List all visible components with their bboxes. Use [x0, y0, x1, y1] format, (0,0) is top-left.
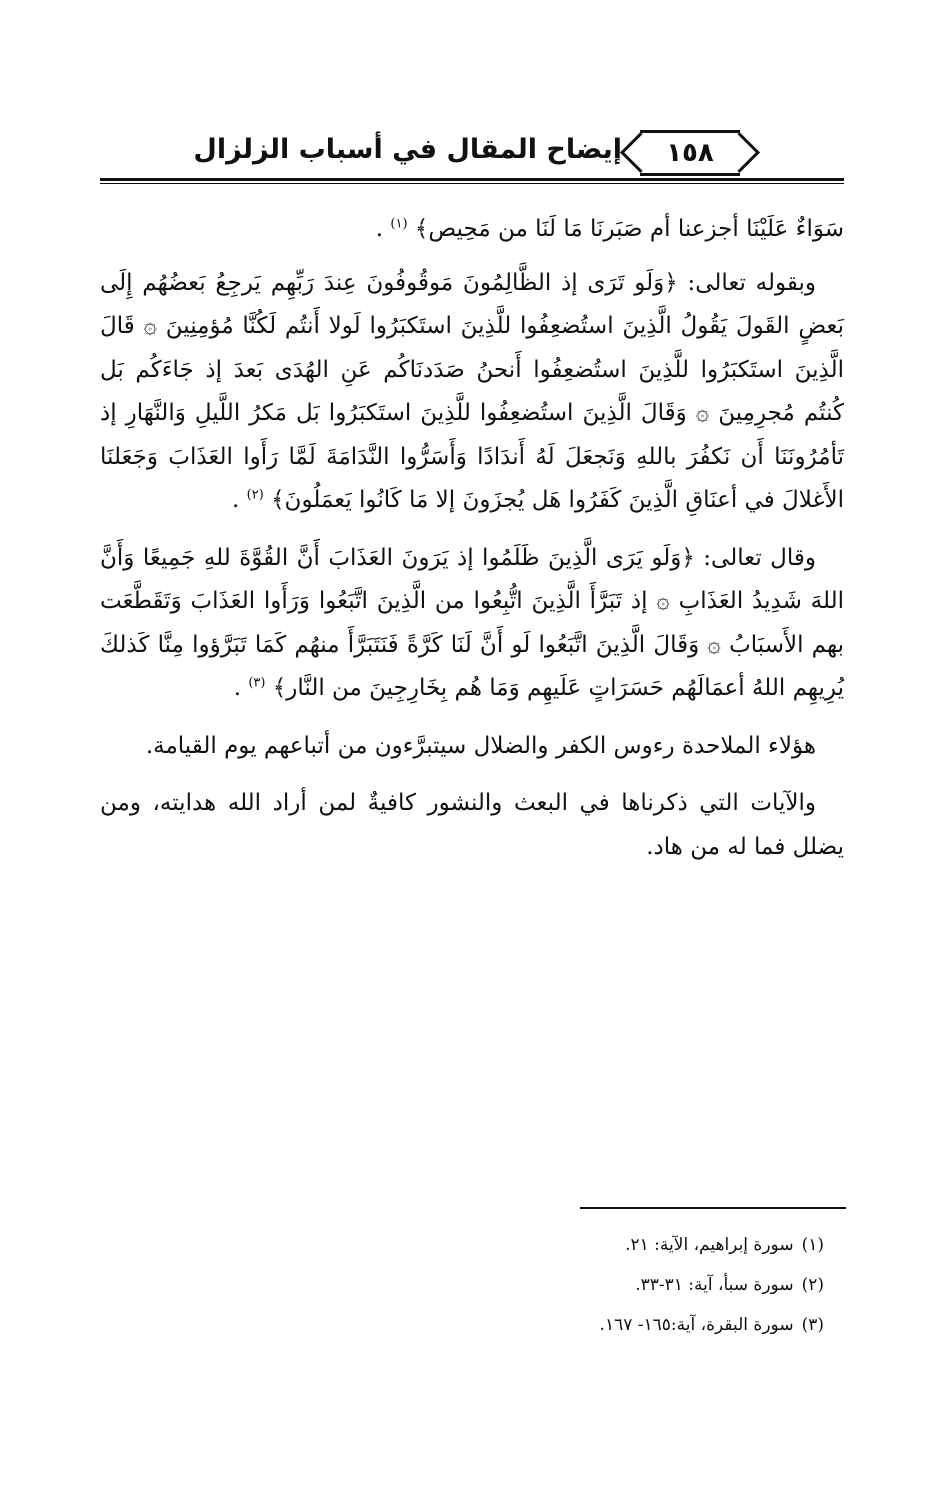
paragraph-5: والآيات التي ذكرناها في البعث والنشور كافيةٌ لمن أراد الله هدايته، ومن يضلل فما له من هاد.: [100, 790, 844, 860]
page-number: ١٥٨: [640, 130, 740, 176]
footnote-ref-3[interactable]: (٣): [248, 675, 266, 691]
footnote-ref-1[interactable]: (١): [390, 216, 408, 232]
footnote-mark: (٢): [801, 1275, 824, 1295]
footnote-text: سورة إبراهيم، الآية: ٢١.: [625, 1235, 794, 1255]
footnote-text: سورة سبأ، آية: ٣١-٣٣.: [635, 1275, 794, 1295]
footnotes: [380, 1225, 824, 1345]
footnote-1: [380, 1225, 824, 1265]
period: .: [375, 216, 384, 242]
footnote-separator: [580, 1207, 846, 1209]
header-rule-thin: [100, 183, 844, 184]
paragraph-1: [100, 208, 844, 252]
footnote-text: سورة البقرة، آية:١٦٥- ١٦٧.: [599, 1315, 794, 1335]
page-header: [100, 126, 844, 188]
footnote-mark: (٣): [801, 1315, 824, 1335]
footnote-3: [380, 1305, 824, 1345]
period: .: [233, 675, 242, 701]
running-title: إيضاح المقال في أسباب الزلزال: [193, 134, 622, 165]
header-rule-thick: [100, 178, 844, 181]
period: .: [232, 487, 240, 513]
paragraph-2: [100, 262, 844, 523]
paragraph-3: [100, 537, 844, 711]
footnote-2: [380, 1265, 824, 1305]
verse-text: وقال تعالى: ﴿وَلَو يَرَى الَّذِينَ ظَلَمُوا إذ يَرَونَ العَذَابَ أَنَّ القُوَّةَ للهِ جَمِيعًا وَأَنَّ اللهَ شَدِيدُ العَذَابِ ۞ إذ تَبَرَّأَ الَّذِينَ اتُّبِعُوا من الَّذِينَ اتَّبَعُوا وَرَأَوا العَذَابَ وَتَقَطَّعَت بهم الأَسبَابُ ۞ وَقَالَ الَّذِينَ اتَّبَعُوا لَو أَنَّ لَنَا كَرَّةً فَنَتَبَرَّأَ منهُم كَمَا تَبَرَّؤوا مِنَّا كَذلكَ يُرِيهِم اللهُ أعمَالَهُم حَسَرَاتٍ عَلَيهِم وَمَا هُم بِخَارِجِينَ من النَّار﴾: [100, 544, 844, 701]
verse-text: وبقوله تعالى: ﴿وَلَو تَرَى إذ الظَّالِمُونَ مَوقُوفُونَ عِندَ رَبِّهِم يَرجِعُ بَعضُهُم إِلَى بَعضٍ القَولَ يَقُولُ الَّذِينَ استُضعِفُوا للَّذِينَ استَكبَرُوا لَولا أَنتُم لَكُنَّا مُؤمِنِينَ ۞ قَالَ الَّذِينَ استَكبَرُوا للَّذِينَ استُضعِفُوا أَنحنُ صَدَدنَاكُم عَنِ الهُدَى بَعدَ إذ جَاءَكُم بَل كُنتُم مُجرِمِينَ ۞ وَقَالَ الَّذِينَ استُضعِفُوا للَّذِينَ استَكبَرُوا بَل مَكرُ اللَّيلِ وَالنَّهَارِ إذ تَأمُرُونَنَا أَن نَكفُرَ باللهِ وَنَجعَلَ لَهُ أَندَادًا وَأَسَرُّوا النَّدَامَةَ لَمَّا رَأَوا العَذَابَ وَجَعَلنَا الأَغلالَ في أعنَاقِ الَّذِينَ كَفَرُوا هَل يُجزَونَ إلا مَا كَانُوا يَعمَلُونَ﴾: [100, 269, 844, 513]
verse-text: سَوَاءٌ عَلَيْنَا أجزعنا أم صَبَرنَا مَا لَنَا من مَحِيص﴾: [414, 216, 844, 242]
footnote-ref-2[interactable]: (٢): [246, 487, 264, 503]
footnote-mark: (١): [801, 1235, 824, 1255]
paragraph-4: هؤلاء الملاحدة رءوس الكفر والضلال سيتبرَّءون من أتباعهم يوم القيامة.: [145, 732, 816, 759]
main-text: [100, 208, 844, 869]
